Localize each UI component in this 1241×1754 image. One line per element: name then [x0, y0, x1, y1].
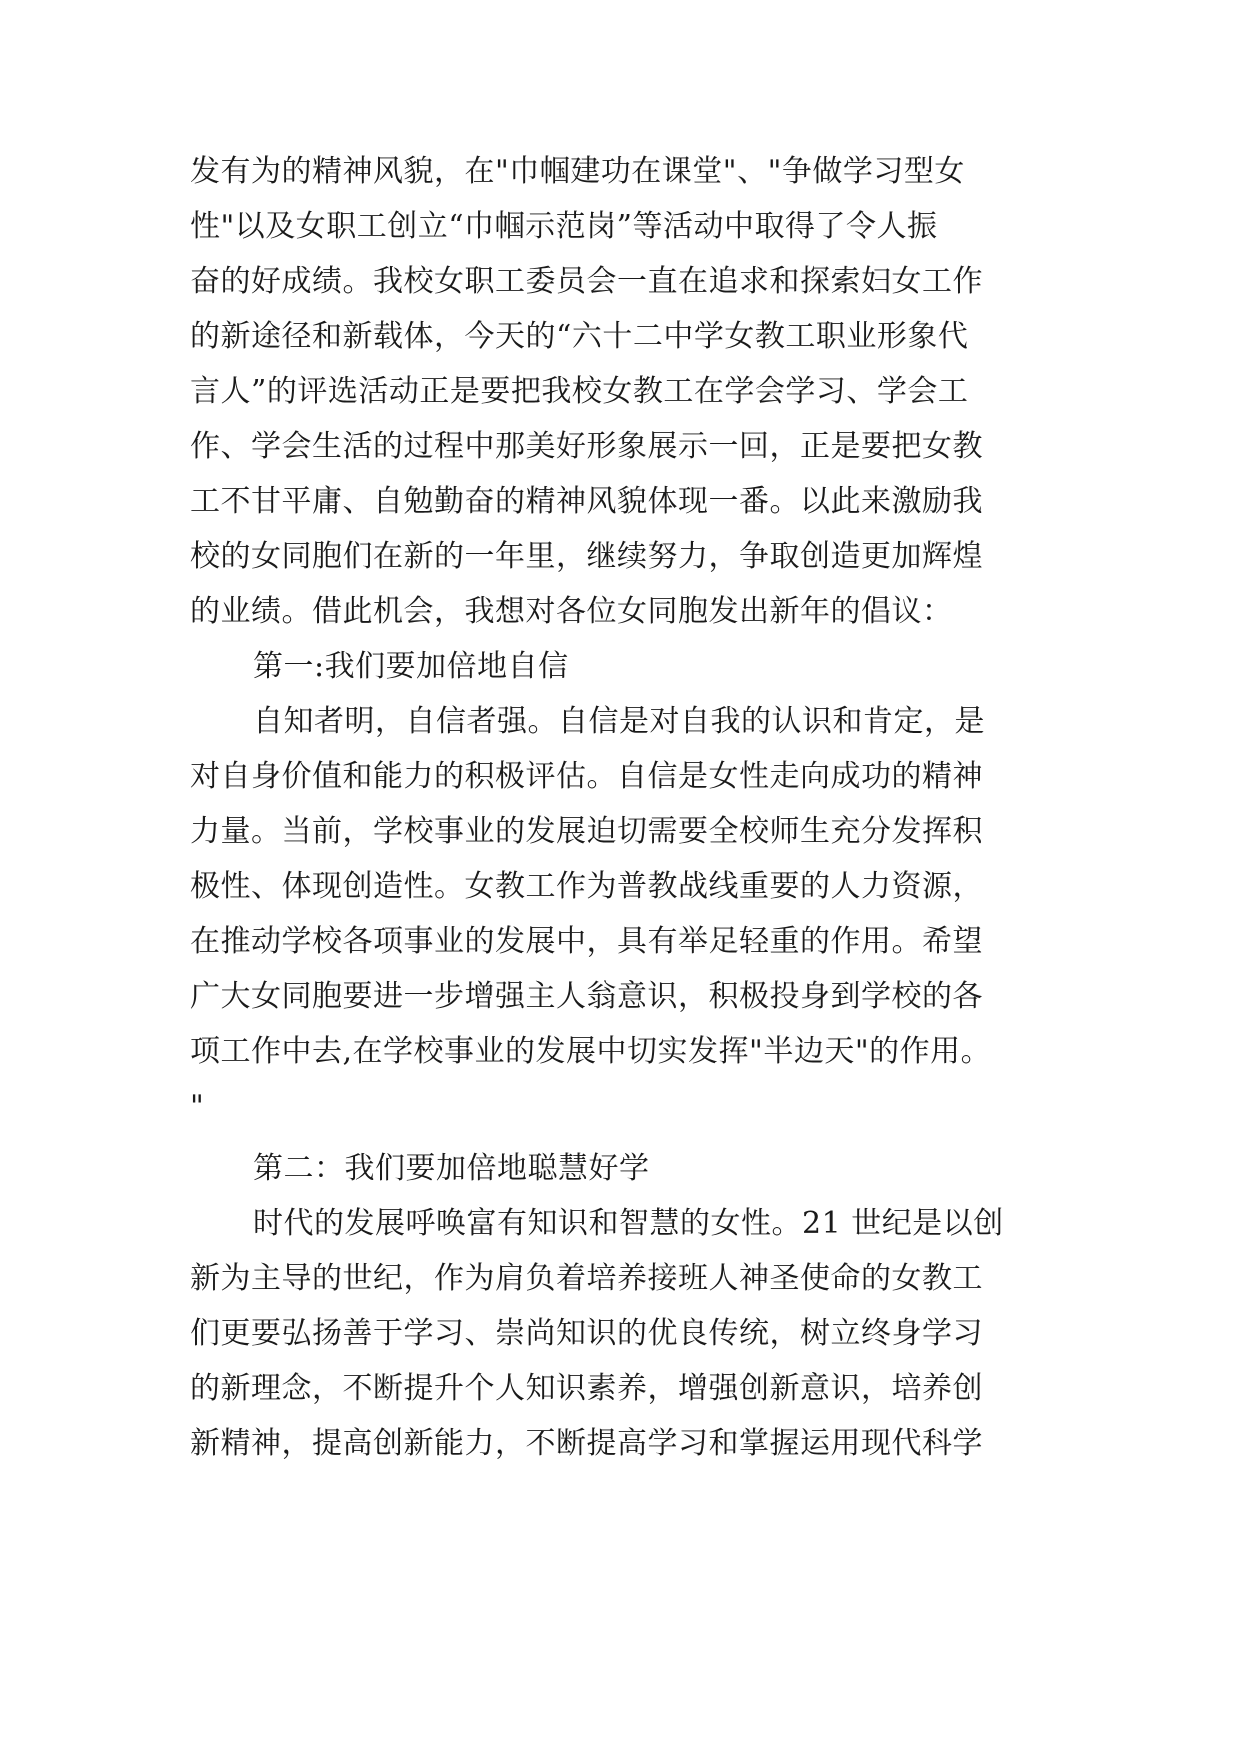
- section-heading-1: 第一:我们要加倍地自信: [253, 649, 569, 684]
- body-text-line: 言人”的评选活动正是要把我校女教工在学会学习、学会工: [190, 374, 969, 409]
- body-text-line: 校的女同胞们在新的一年里，继续努力，争取创造更加辉煌: [190, 539, 983, 574]
- body-text-line: 工不甘平庸、自勉勤奋的精神风貌体现一番。以此来激励我: [190, 484, 983, 519]
- body-text-line: 的业绩。借此机会，我想对各位女同胞发出新年的倡议：: [190, 594, 953, 629]
- body-text-line: 力量。当前，学校事业的发展迫切需要全校师生充分发挥积: [190, 814, 983, 849]
- body-text-line: 发有为的精神风貌，在"巾帼建功在课堂"、"争做学习型女: [190, 154, 965, 189]
- body-text-line: ": [190, 1089, 205, 1124]
- body-text-line: 奋的好成绩。我校女职工委员会一直在追求和探索妇女工作: [190, 264, 983, 299]
- body-text-line: 作、学会生活的过程中那美好形象展示一回，正是要把女教: [190, 429, 983, 464]
- body-text-line: 项工作中去,在学校事业的发展中切实发挥"半边天"的作用。: [190, 1034, 992, 1069]
- body-text-line: 广大女同胞要进一步增强主人翁意识，积极投身到学校的各: [190, 979, 983, 1014]
- body-text-line: 对自身价值和能力的积极评估。自信是女性走向成功的精神: [190, 759, 983, 794]
- body-text-line: 极性、体现创造性。女教工作为普教战线重要的人力资源，: [190, 869, 983, 904]
- body-text-line: 新为主导的世纪，作为肩负着培养接班人神圣使命的女教工: [190, 1261, 983, 1296]
- body-text-line: 时代的发展呼唤富有知识和智慧的女性。21 世纪是以创: [253, 1206, 1004, 1241]
- body-text-line: 在推动学校各项事业的发展中，具有举足轻重的作用。希望: [190, 924, 983, 959]
- body-text-line: 性"以及女职工创立“巾帼示范岗”等活动中取得了令人振: [190, 209, 938, 244]
- body-text-line: 自知者明，自信者强。自信是对自我的认识和肯定，是: [253, 704, 985, 739]
- body-text-line: 的新途径和新载体，今天的“六十二中学女教工职业形象代: [190, 319, 969, 354]
- body-text-line: 新精神，提高创新能力，不断提高学习和掌握运用现代科学: [190, 1426, 983, 1461]
- body-text-line: 们更要弘扬善于学习、崇尚知识的优良传统，树立终身学习: [190, 1316, 983, 1351]
- section-heading-2: 第二：我们要加倍地聪慧好学: [253, 1151, 650, 1186]
- body-text-line: 的新理念，不断提升个人知识素养，增强创新意识，培养创: [190, 1371, 983, 1406]
